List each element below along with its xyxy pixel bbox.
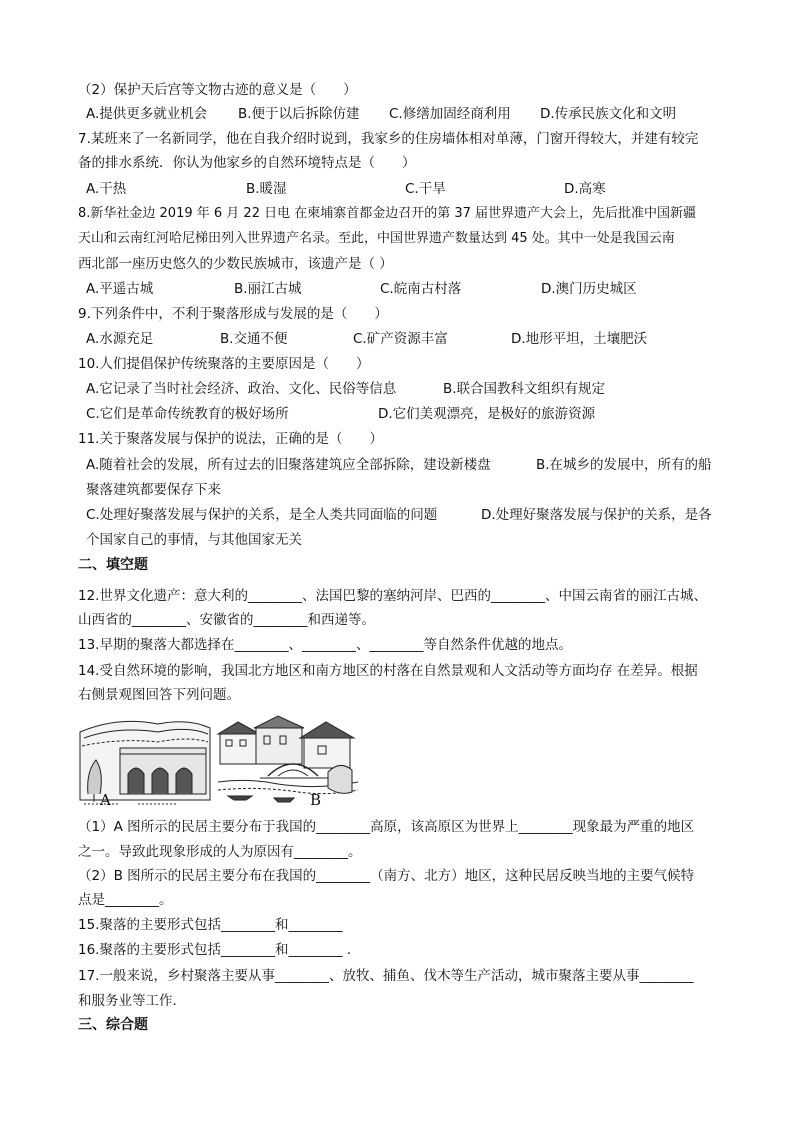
q8-option-a: A.平遥古城 (86, 281, 154, 297)
q14-sub1-line1: （1）A 图所示的民居主要分布于我国的________高原，该高原区为世界上________现象最为严重的地区 (78, 819, 695, 835)
q8-stem-line1: 8.新华社金边 2019 年 6 月 22 日电 在柬埔寨首都金边召开的第 37 届世界遗产大会上，先后批准中国新疆 (78, 206, 697, 221)
section-fill-in-title: 二、填空题 (78, 557, 148, 573)
q6-2-stem: （2）保护天后宫等文物古迹的意义是（ ） (78, 82, 357, 98)
q6-2-option-d: D.传承民族文化和文明 (540, 106, 677, 122)
q12-line1: 12.世界文化遗产：意大利的________、法国巴黎的塞纳河岸、巴西的________、中国云南省的丽江古城、 (78, 588, 707, 604)
q7-stem-line1: 7.某班来了一名新同学，他在自我介绍时说到，我家乡的住房墙体相对单薄，门窗开得较大，并建有较完 (78, 131, 699, 147)
q15-text: 15.聚落的主要形式包括________和________ (78, 917, 343, 933)
q9-option-c: C.矿产资源丰富 (353, 331, 448, 347)
q7-option-b: B.暖湿 (246, 181, 287, 197)
q10-option-c: C.它们是革命传统教育的极好场所 (86, 406, 289, 422)
water-town-sketch (218, 716, 358, 802)
q7-option-a: A.干热 (86, 181, 127, 197)
q14-sub2-line1: （2）B 图所示的民居主要分布在我国的________（南方、北方）地区，这种民居反映当地的主要气候特 (78, 868, 695, 884)
q13-text: 13.早期的聚落大都选择在________、________、________等自然条件优越的地点。 (78, 637, 572, 653)
q14-line1: 14.受自然环境的影响，我国北方地区和南方地区的村落在自然景观和人文活动等方面均存 在差异。根据 (78, 663, 698, 679)
q17-line2: 和服务业等工作． (78, 993, 186, 1009)
q8-stem-line3: 西北部一座历史悠久的少数民族城市，该遗产是（ ） (78, 256, 393, 272)
q12-line2: 山西省的________、安徽省的________和西递等。 (78, 612, 375, 628)
q10-stem: 10.人们提倡保护传统聚落的主要原因是（ ） (78, 356, 370, 372)
q7-option-d: D.高寒 (564, 181, 606, 197)
q11-option-d: D.处理好聚落发展与保护的关系，是各 (481, 507, 712, 523)
q11-option-b-cont: 聚落建筑都要保存下来 (86, 482, 221, 498)
q14-sub1-line2: 之一。导致此现象形成的人为原因有________。 (78, 844, 362, 860)
q6-2-option-b: B.便于以后拆除仿建 (238, 106, 360, 122)
q8-option-d: D.澳门历史城区 (541, 281, 637, 297)
q10-option-b: B.联合国教科文组织有规定 (443, 381, 606, 397)
q9-option-d: D.地形平坦，土壤肥沃 (511, 331, 648, 347)
section-comprehensive-title: 三、综合题 (78, 1017, 148, 1033)
q7-stem-line2: 备的排水系统．你认为他家乡的自然环境特点是（ ） (78, 155, 416, 171)
q14-line2: 右侧景观图回答下列问题。 (78, 687, 240, 703)
q17-line1: 17.一般来说，乡村聚落主要从事________、放牧、捕鱼、伐木等生产活动，城市聚落主要从事________ (78, 968, 694, 984)
q9-option-b: B.交通不便 (220, 331, 288, 347)
figure-label-a: A (100, 791, 111, 809)
q11-option-d-cont: 个国家自己的事情，与其他国家无关 (86, 532, 302, 548)
q8-stem-line2: 天山和云南红河哈尼梯田列入世界遗产名录。至此，中国世界遗产数量达到 45 处。其中一处是我国云南 (78, 231, 675, 246)
q7-option-c: C.干旱 (405, 181, 446, 197)
q10-option-a: A.它记录了当时社会经济、政治、文化、民俗等信息 (86, 381, 397, 397)
q8-option-b: B.丽江古城 (234, 281, 302, 297)
q11-stem: 11.关于聚落发展与保护的说法，正确的是（ ） (78, 431, 383, 447)
q9-stem: 9.下列条件中，不利于聚落形成与发展的是（ ） (78, 306, 388, 322)
q10-option-d: D.它们美观漂亮，是极好的旅游资源 (378, 406, 596, 422)
q9-option-a: A.水源充足 (86, 331, 154, 347)
q11-option-b: B.在城乡的发展中，所有的船 (536, 457, 712, 473)
q16-text: 16.聚落的主要形式包括________和________ . (78, 942, 352, 958)
q14-sub2-line2: 点是________。 (78, 892, 173, 908)
figure-label-b: B (310, 791, 322, 809)
q6-2-option-c: C.修缮加固经商利用 (389, 106, 511, 122)
q8-option-c: C.皖南古村落 (380, 281, 462, 297)
q11-option-c: C.处理好聚落发展与保护的关系，是全人类共同面临的问题 (86, 507, 438, 523)
q11-option-a: A.随着社会的发展，所有过去的旧聚落建筑应全部拆除，建设新楼盘 (86, 457, 491, 473)
q6-2-option-a: A.提供更多就业机会 (86, 106, 208, 122)
